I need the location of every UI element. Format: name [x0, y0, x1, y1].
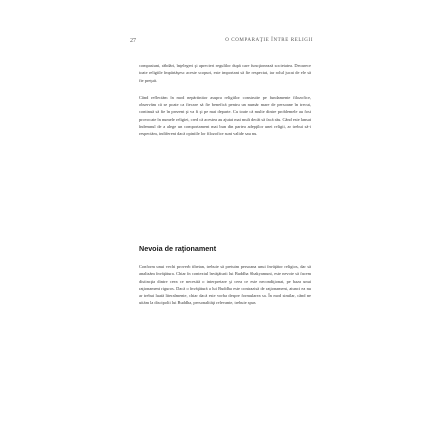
page-number: 27 [130, 38, 136, 44]
body-text [139, 62, 311, 148]
section-heading: Nevoia de raţionament [139, 244, 217, 253]
paragraph: Conform unui vechi proverb tibetan, trebuie să pretuim persoana unui învăţător religios, dar să analizăm învăţătura. Chiar în contextul învăţăturii lui Buddha Shakyamuni, este nevoie să facem distincţia dintre ceea ce necesită o interpretare şi ceea ce este necondiţionat, pe baza unui raţionament riguros. Dacă o învăţătură a lui Buddha este contrazisă de raţionament, atunci ea nu ar trebui luată literalmente, chiar dacă este vorba despre formularea sa. În mod similar, când ne uităm la discipolii lui Buddha, personalităţi relevante, trebuie spus [139, 264, 311, 306]
running-head: O COMPARAŢIE ÎNTRE RELIGII [225, 38, 313, 43]
paragraph: Când reflectăm în mod nepărtinitor asupra religiilor construite pe fundamente filozofice, observăm că se poate ca fiecare să fie benefică pentru un număr mare de persoane în trecut, continuă să fie în prezent şi va fi şi pe mai departe. Cu toate că multe dintre problemele au fost provocate în numele religiei, cred că acestea au ajutat mai mult decât să facă rău. Când este lansat îndemnul de a alege un comportament mai bun din partea adepţilor unei religii, ar trebui să-i respectăm, indiferent dacă opiniile lor filozofice sunt valide sau nu. [139, 94, 311, 137]
section-text [139, 263, 311, 307]
paragraph: compasiuni, răbdări, înţelegeri şi aprecieri regulilor după care funcţionează societatea. Deoarece toate religiile împărtăşesc aceste scopuri, este important să fie respectat, iar rolul jucat de ele să fie preţuit. [139, 63, 311, 83]
